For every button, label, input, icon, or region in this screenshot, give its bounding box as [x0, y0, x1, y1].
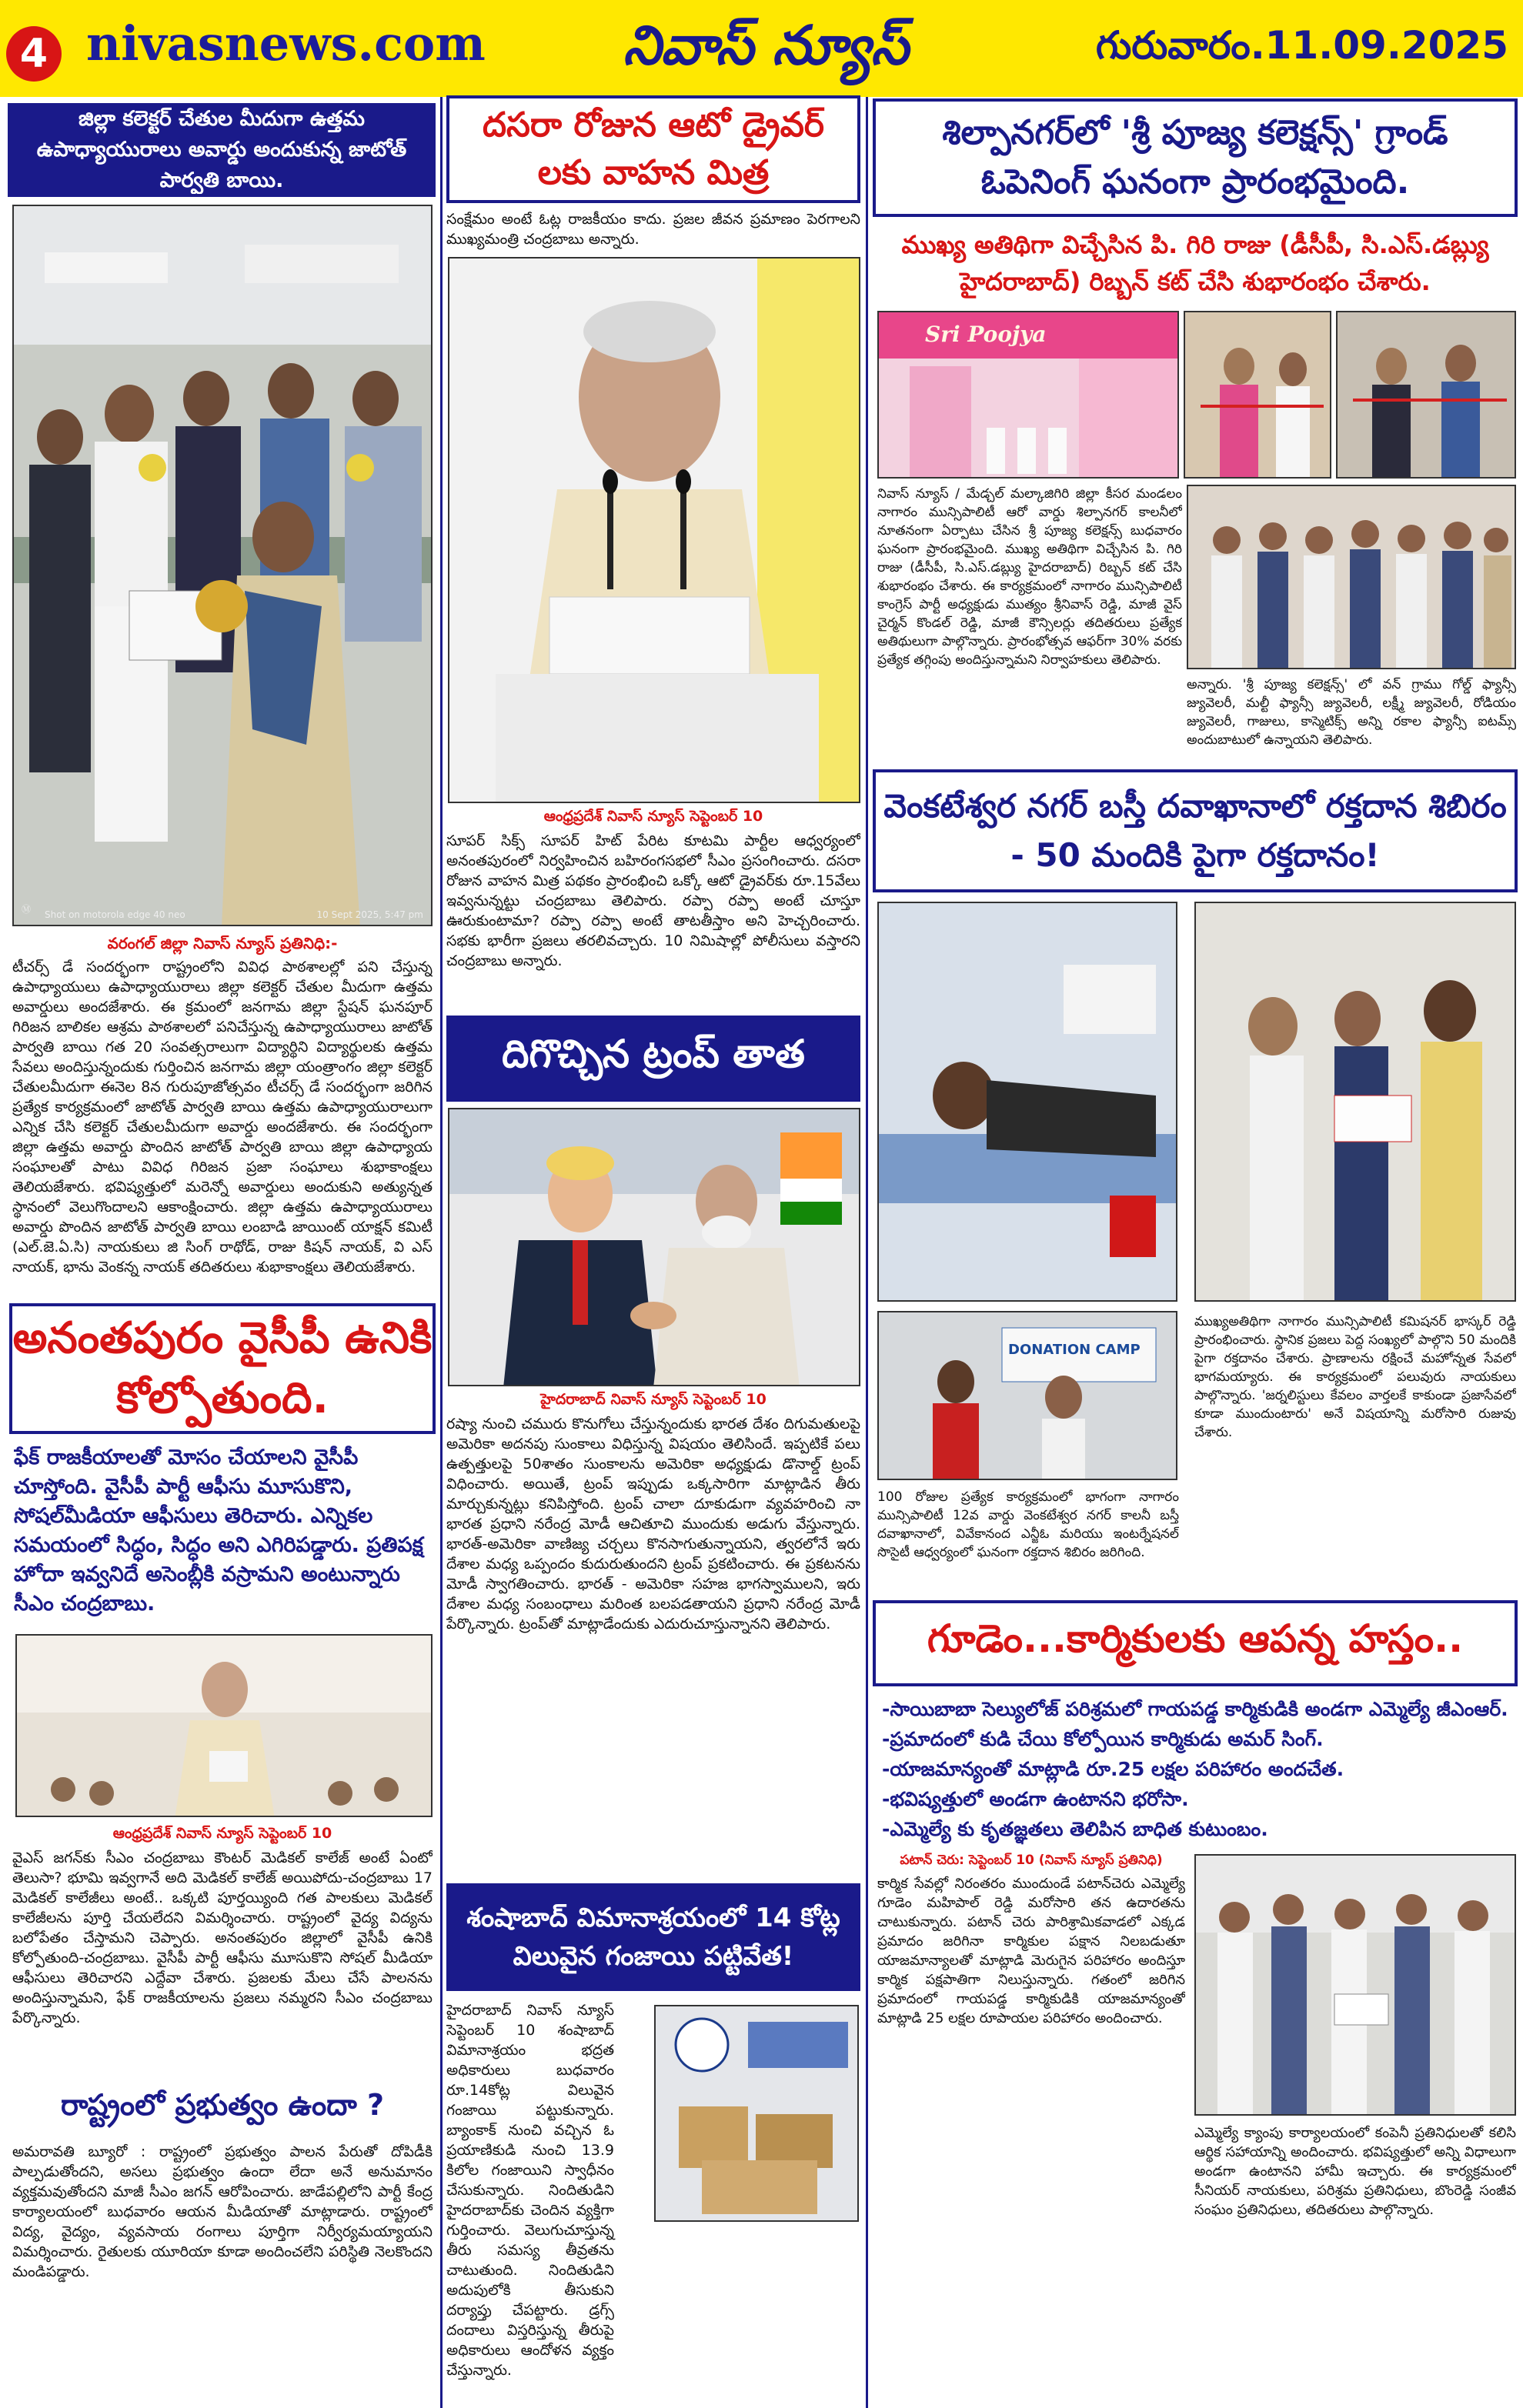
col3-headline: శిల్పానగర్‌లో 'శ్రీ పూజ్య కలెక్షన్స్' గ్రాండ్ ఓపెనింగ్ ఘనంగా ప్రారంభమైంది. — [873, 98, 1518, 217]
col3-story-3b: ఎమ్మెల్యే క్యాంపు కార్యాలయంలో కంపెనీ ప్రతినిధులతో కలిసి ఆర్థిక సహాయాన్ని అందించారు. భవిష్యత్తులో అన్ని విధాలుగా అండగా ఉంటానని హామీ ఇచ్చారు. ఈ కార్యక్రమంలో సీనియర్ నాయకులు, పరిశ్రమ ప్రతినిధులు, బొంరెడ్డి సంజీవ సంఘం ప్రతినిధులు, తదితరులు పాల్గొన్నారు. — [1194, 2125, 1516, 2218]
photo-stamp: Shot on motorola edge 40 neo — [45, 909, 185, 920]
col3-bullets — [882, 1694, 1518, 1848]
mla-aid-illustration — [1196, 1856, 1516, 2116]
col1-story-3: అమరావతి బ్యూరో : రాష్ట్రంలో ప్రభుత్వం పాలన పేరుతో దోపిడీకి పాల్పడుతోందని, అసలు ప్రభుత్వం ఉందా లేదా అనే అనుమానం వ్యక్తమవుతోందని మాజీ సీఎం జగన్ ఆరోపించారు. జాడేపల్లిలోని పార్టీ కేంద్ర కార్యాలయంలో బుధవారం ఆయన మీడియాతో మాట్లాడారు. రాష్ట్రంలో విద్య, వైద్యం, వ్యవసాయ రంగాలు పూర్తిగా నిర్వీర్యమయ్యాయని విమర్శించారు. రైతులకు యూరియా కూడా అందించలేని పరిస్థితి నెలకొందని మండిపడ్డారు. — [12, 2143, 433, 2280]
site-name[interactable]: nivasnews.com — [86, 15, 486, 72]
award-photo-illustration — [14, 206, 433, 926]
photo-date: 10 Sept 2025, 5:47 pm — [316, 909, 423, 920]
blood-donation-photo-1 — [877, 902, 1177, 1302]
column-divider — [440, 97, 443, 2408]
shop-sign: Sri Poojya — [925, 322, 1047, 347]
col2-story-3: హైదరాబాద్ నివాస్ న్యూస్ సెప్టెంబర్ 10 శంషాబాద్ విమానాశ్రయం భద్రత అధికారులు బుధవారం రూ.14కోట్ల విలువైన గంజాయి పట్టుకున్నారు. బ్యాంకాక్ నుంచి వచ్చిన ఓ ప్రయాణికుడి నుంచి 13.9 కిలోల గంజాయిని స్వాధీనం చేసుకున్నారు. నిందితుడిని హైదరాబాద్‌కు చెందిన వ్యక్తిగా గుర్తించారు. వెలుగుచూస్తున్న తీరు సమస్య తీవ్రతను చాటుతుంది. నిందితుడిని అదుపులోకి తీసుకుని దర్యాప్తు చేపట్టారు. డ్రగ్స్ దందాలు విస్తరిస్తున్న తీరుపై అధికారులు ఆందోళన వ్యక్తం చేస్తున్నారు. — [446, 2002, 614, 2379]
ganja-seizure-illustration — [656, 2006, 859, 2222]
cm-speech-illustration — [17, 1636, 433, 1817]
col3-headline-2: వెంకటేశ్వర నగర్ బస్తీ దవాఖానాలో రక్తదాన శిబిరం - 50 మందికి పైగా రక్తదానం! — [873, 769, 1518, 892]
col3-story-b: అన్నారు. 'శ్రీ పూజ్య కలెక్షన్స్' లో వన్ గ్రాము గోల్డ్ ఫ్యాన్సీ జ్యువెలరీ, మల్టీ ఫ్యాన్సీ జ్యువెలరీ, లక్ష్మీ జ్యువెలరీ, రోడియం జ్యువెలరీ, గాజులు, కాస్మెటిక్స్ అన్ని రకాల ఫ్యాన్సీ ఐటమ్స్ అందుబాటులో ఉన్నాయని తెలిపారు. — [1187, 677, 1516, 748]
shop-opening-photo-1 — [877, 311, 1179, 479]
col2-dateline: ఆంధ్రప్రదేశ్ నివాస్ న్యూస్ సెప్టెంబర్ 10 — [543, 808, 763, 825]
cm-speech-photo — [15, 1634, 433, 1817]
col1-headline-2: అనంతపురం వైసీపీ ఉనికి కోల్పోతుంది. — [9, 1303, 436, 1434]
col1-story: టీచర్స్ డే సందర్భంగా రాష్ట్రంలోని వివిధ పాఠశాలల్లో పని చేస్తున్న ఉపాధ్యాయులు ఉపాధ్యాయురాలు జిల్లా కలెక్టర్ చేతుల మీదుగా ఉత్తమ అవార్డులు అందజేశారు. ఈ క్రమంలో జనగామ జిల్లా స్టేషన్ ఘనపూర్ గిరిజన బాలికల ఆశ్రమ పాఠశాలలో పనిచేస్తున్న ఉపాధ్యాయురాలు జాటోత్ పార్వతి బాయి గత 20 సంవత్సరాలుగా విద్యార్థిని విద్యార్థులకు ఉత్తమ సేవలు అందిస్తున్నందుకు గుర్తించిన జనగామ జిల్లా యంత్రాంగం జిల్లా కలెక్టర్ చేతులమీదుగా ఈనెల 8న గురుపూజోత్సవం టీచర్స్ డే సందర్భంగా జరిగిన ప్రత్యేక కార్యక్రమంలో జాటోత్ పార్వతి బాయి ఉత్తమ ఉపాధ్యాయురాలుగా ఎన్నిక చేసి కలెక్టర్ చేతులమీదుగా అవార్డు అందజేశారు. ఈ సందర్భంగా జిల్లా ఉత్తమ అవార్డు పొందిన జాటోత్ పార్వతి బాయి జిల్లా ఉపాధ్యాయ సంఘాలతో పాటు వివిధ గిరిజన ప్రజా సంఘాలు శుభాకాంక్షలు తెలియజేశారు. భవిష్యత్తులో మరెన్నో అవార్డులు అందుకుని అత్యున్నత స్థానంలో వెలుగొందాలని ఆకాంక్షించారు. జిల్లా ఉత్తమ ఉపాధ్యాయురాలు అవార్డు పొందిన జాటోత్ పార్వతి బాయి లంబాడి జాయింట్ యాక్షన్ కమిటీ (ఎల్.జె.ఏ.సి) నాయకులు జి సింగ్ రాథోడ్, రాజు కిషన్ నాయక్, వి ఎస్ నాయక్, భాను వెంకన్న నాయక్ తదితరులు శుభాకాంక్షలు తెలియజేశారు. — [12, 959, 433, 1276]
award-photo — [12, 205, 433, 926]
shop-opening-illustration-2 — [1185, 312, 1331, 479]
bullet-item: -భవిష్యత్తులో అండగా ఉంటానని భరోసా. — [882, 1788, 1189, 1810]
col3-story: నివాస్ న్యూస్ / మేడ్చల్ మల్కాజిగిరి జిల్లా కీసర మండలం నాగారం మున్సిపాలిటీ ఆరో వార్డు శిల్పానగర్ కాలనీలో నూతనంగా ఏర్పాటు చేసిన శ్రీ పూజ్య కలెక్షన్స్ బుధవారం ఘనంగా ప్రారంభమైంది. ముఖ్య అతిథిగా విచ్చేసిన పి. గిరి రాజు (డీసీపీ, సి.ఎస్.డబ్ల్యు హైదరాబాద్) రిబ్బన్ కట్ చేసి శుభారంభం చేశారు. ఈ కార్యక్రమంలో నాగారం మున్సిపాలిటీ కాంగ్రెస్ పార్టీ అధ్యక్షుడు ముత్యం శ్రీనివాస్ రెడ్డి, మాజీ వైస్ చైర్మన్ కొండల్ రెడ్డి, మాజీ కౌన్సిలర్లు తదితరులు ప్రత్యేక అతిథులుగా పాల్గొన్నారు. ప్రారంభోత్సవ ఆఫర్‌గా 30% వరకు ప్రత్యేక తగ్గింపు అందిస్తున్నామని నిర్వాహకులు తెలిపారు. — [877, 486, 1182, 668]
trump-modi-illustration — [449, 1109, 860, 1386]
column-divider — [866, 97, 868, 2408]
col1-headline-3: రాష్ట్రంలో ప్రభుత్వం ఉందా ? — [61, 2088, 384, 2122]
blood-donation-photo-2 — [1194, 902, 1516, 1302]
bullet-item: -ఎమ్మెల్యే కు కృతజ్ఞతలు తెలిపిన బాధిత కుటుంబం. — [882, 1818, 1268, 1840]
shop-opening-photo-3 — [1336, 311, 1516, 479]
trump-modi-photo — [448, 1108, 860, 1386]
shop-opening-illustration-3 — [1338, 312, 1516, 479]
banner-text: DONATION CAMP — [1008, 1342, 1141, 1358]
col2-dateline-2: హైదరాబాద్ నివాస్ న్యూస్ సెప్టెంబర్ 10 — [540, 1391, 767, 1408]
cm-podium-photo — [448, 257, 860, 803]
col1-dateline: వరంగల్ జిల్లా నివాస్ న్యూస్ ప్రతినిధి:- — [107, 934, 338, 952]
cm-podium-illustration — [449, 258, 860, 803]
col2-lead: సంక్షేమం అంటే ఓట్ల రాజకీయం కాదు. ప్రజల జీవన ప్రమాణం పెరగాలని ముఖ్యమంత్రి చంద్రబాబు అన్నారు. — [446, 211, 860, 248]
mla-aid-photo — [1194, 1854, 1516, 2116]
col1-story-2: వైఎస్ జగన్‌కు సీఎం చంద్రబాబు కౌంటర్ మెడికల్ కాలేజ్ అంటే ఏంటో తెలుసా? భూమి ఇవ్వగానే అది మెడికల్ కాలేజ్ అయిపోదు-చంద్రబాబు 17 మెడికల్ కాలేజీలు అంటే.. ఒక్కటి పూర్తయ్యింది గత పాలకులు మెడికల్ కాలేజీలను పూర్తి చేయలేదని విమర్శించారు. రాష్ట్రంలో వైద్య విద్యను బలోపేతం చేస్తామని చెప్పారు. అనంతపురం జిల్లాలో వైసీపీ ఉనికి కోల్పోతుంది-చంద్రబాబు. వైసీపీ పార్టీ ఆఫీసు మూసుకొని సోషల్ మీడియా ఆఫీసులు తెరిచారని ఎద్దేవా చేశారు. ప్రజలకు మేలు చేసే పాలనను అందిస్తున్నామని, ఫేక్ రాజకీయాలను ప్రజలు నమ్మరని సీఎం చంద్రబాబు పేర్కొన్నారు. — [12, 1849, 433, 2026]
col3-story-2b: ముఖ్యఅతిథిగా నాగారం మున్సిపాలిటీ కమిషనర్ భాస్కర్ రెడ్డి ప్రారంభించారు. స్థానిక ప్రజలు పెద్ద సంఖ్యలో పాల్గొని 50 మందికి పైగా రక్తదానం చేశారు. ప్రాణాలను రక్షించే మహోన్నత సేవలో భాగమయ్యారు. ఈ కార్యక్రమంలో పలువురు నాయకులు పాల్గొన్నారు. 'జర్నలిస్టులు కేవలం వార్తలకే కాకుండా ప్రజాసేవలో కూడా ముందుంటారు' అనే విషయాన్ని మరోసారి రుజువు చేశారు. — [1194, 1314, 1516, 1440]
col2-headline-3: శంషాబాద్ విమానాశ్రయంలో 14 కోట్ల విలువైన గంజాయి పట్టివేత! — [446, 1883, 860, 1991]
col1-points: ఫేక్ రాజకీయాలతో మోసం చేయాలని వైసీపీ చూస్తోంది. వైసీపీ పార్టీ ఆఫీసు మూసుకొని, సోషల్‌మీడియా ఆఫీసులు తెరిచారు. ఎన్నికల సమయంలో సిద్ధం, సిద్ధం అని ఎగిరిపడ్డారు. ప్రతిపక్ష హోదా ఇవ్వనిదే అసెంబ్లీకి వస్రామని అంటున్నారు సీఎం చంద్రబాబు. — [14, 1446, 423, 1616]
shop-group-illustration — [1188, 486, 1516, 669]
col1-dateline-2: ఆంధ్రప్రదేశ్ నివాస్ న్యూస్ సెప్టెంబర్ 10 — [112, 1825, 332, 1842]
bullet-item: -యాజమాన్యంతో మాట్లాడి రూ.25 లక్షల పరిహారం అందచేత. — [882, 1758, 1344, 1780]
col3-story-2a: 100 రోజుల ప్రత్యేక కార్యక్రమంలో భాగంగా నాగారం మున్సిపాలిటీ 12వ వార్డు వెంకటేశ్వర నగర్ కాలనీ బస్తీ దవాఖానాలో, వివేకానంద ఎన్జీఓ మరియు ఇంటర్నేషనల్ సొసైటీ ఆధ్వర్యంలో ఘనంగా రక్తదాన శిబిరం జరిగింది. — [877, 1489, 1179, 1560]
blood-donation-illustration-2 — [1196, 903, 1516, 1302]
svg-text:Ⓜ: Ⓜ — [22, 904, 32, 915]
col2-story: సూపర్ సిక్స్ సూపర్ హిట్ పేరిట కూటమి పార్టీల ఆధ్వర్యంలో అనంతపురంలో నిర్వహించిన బహిరంగసభలో సీఎం ప్రసంగించారు. దసరా రోజున వాహన మిత్ర పథకం ప్రారంభించి ఒక్కో ఆటో డ్రైవర్‌కు రూ.15వేలు ఇవ్వనున్నట్టు చంద్రబాబు తెలిపారు. రప్పా రప్పా అంటే చూస్తూ ఊరుకుంటామా? రప్పా రప్పా అంటే తాటతీస్తాం అని హెచ్చరించారు. సభకు భారీగా ప్రజలు తరలివచ్చారు. 10 నిమిషాల్లో పోలీసులు వస్తారని చంద్రబాబు అన్నారు. — [446, 832, 860, 969]
ganja-seizure-photo — [654, 2005, 859, 2222]
col3-headline-3: గూడెం...కార్మికులకు ఆపన్న హస్తం.. — [873, 1600, 1518, 1686]
col3-story-3: కార్మిక సేవల్లో నిరంతరం ముందుండే పటాన్‌చెరు ఎమ్మెల్యే గూడెం మహిపాల్ రెడ్డి మరోసారి తన ఉదారతను చాటుకున్నారు. పటాన్ చెరు పారిశ్రామికవాడలో ఎక్కడ ప్రమాదం జరిగినా కార్మికుల పక్షాన నిలబడుతూ యాజమాన్యాలతో మాట్లాడి మెరుగైన పరిహారం అందిస్తూ కార్మిక పక్షపాతిగా నిలుస్తున్నారు. గతంలో జరిగిన ప్రమాదంలో గాయపడ్డ కార్మికుడికి యాజమాన్యంతో మాట్లాడి 25 లక్షల రూపాయల పరిహారం అందించారు. — [877, 1876, 1185, 2026]
col2-headline: దసరా రోజున ఆటో డ్రైవర్ లకు వాహన మిత్ర — [446, 95, 860, 203]
col3-dateline-3: పటాన్ చెరు: సెప్టెంబర్ 10 (నివాస్ న్యూస్ ప్రతినిధి) — [900, 1853, 1163, 1868]
blood-donation-photo-3 — [877, 1311, 1177, 1480]
shop-opening-photo-2 — [1184, 311, 1331, 479]
blood-donation-illustration-1 — [879, 903, 1177, 1302]
col3-subhead: ముఖ్య అతిథిగా విచ్చేసిన పి. గిరి రాజు (డీసీపీ, సి.ఎస్.డబ్ల్యు హైదరాబాద్) రిబ్బన్ కట్ చేసి శుభారంభం చేశారు. — [901, 230, 1489, 296]
blood-donation-illustration-3 — [879, 1312, 1177, 1480]
bullet-item: -ప్రమాదంలో కుడి చేయి కోల్పోయిన కార్మికుడు అమర్ సింగ్. — [882, 1728, 1324, 1750]
col2-story-2: రష్యా నుంచి చమురు కొనుగోలు చేస్తున్నందుకు భారత దేశం దిగుమతులపై అమెరికా అదనపు సుంకాలు విధిస్తున్న విషయం తెలిసిందే. ఇప్పటికే పలు ఉత్పత్తులపై 50శాతం సుంకాలను అమెరికా అధ్యక్షుడు డొనాల్డ్ ట్రంప్ విధించారు. అయితే, ట్రంప్ ఇప్పుడు ఒక్కసారిగా మాట్లాడిన తీరు మార్చుకున్నట్లు కనిపిస్తోంది. ట్రంప్ చాలా దూకుడుగా వ్యవహరించి నా భారత ప్రధాని నరేంద్ర మోడీ ఆచితూచి ముందుకు అడుగు వేస్తున్నారు. భారత్-అమెరికా వాణిజ్య చర్చలు కొనసాగుతున్నాయని, త్వరలోనే ఇరు దేశాల మధ్య ఒప్పందం కుదురుతుందని ట్రంప్ ప్రకటించారు. ఈ ప్రకటనను మోడీ స్వాగతించారు. భారత్ - అమెరికా సహజ భాగస్వాములని, ఇరు దేశాల మధ్య సంబంధాలు మరింత బలపడతాయని ప్రధాని నరేంద్ర మోడీ పేర్కొన్నారు. ట్రంప్‌తో మాట్లాడేందుకు ఎదురుచూస్తున్నానని తెలిపారు. — [446, 1416, 860, 1633]
col2-headline-2: దిగొచ్చిన ట్రంప్ తాత — [446, 1016, 860, 1102]
newspaper-brand: నివాస్ న్యూస్ — [623, 14, 909, 77]
page-number: 4 — [6, 26, 62, 82]
issue-date: గురువారం.11.09.2025 — [1095, 23, 1508, 68]
shop-group-photo — [1187, 485, 1516, 669]
bullet-item: -సాయిబాబా సెల్యులోజ్ పరిశ్రమలో గాయపడ్డ కార్మికుడికి అండగా ఎమ్మెల్యే జీఎంఆర్. — [882, 1698, 1508, 1720]
col1-headline: జిల్లా కలెక్టర్ చేతుల మీదుగా ఉత్తమ ఉపాధ్యాయురాలు అవార్డు అందుకున్న జాటోత్ పార్వతి బాయి. — [8, 103, 436, 197]
